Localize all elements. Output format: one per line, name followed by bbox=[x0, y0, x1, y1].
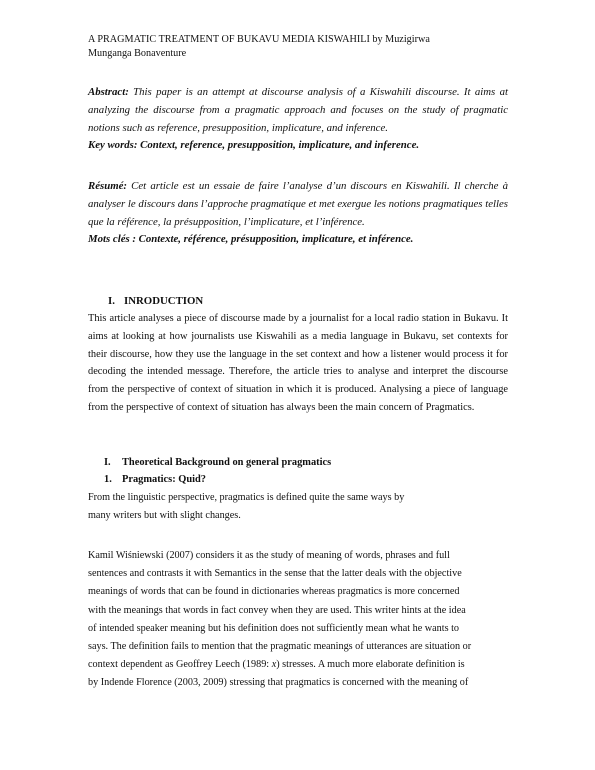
abstract-keywords: Key words: Context, reference, presupposition, implicature, and inference. bbox=[88, 139, 420, 152]
intro-heading-title: INRODUCTION bbox=[124, 295, 204, 307]
abstract-section bbox=[88, 84, 508, 155]
running-header bbox=[88, 33, 508, 61]
header-line-1: A PRAGMATIC TREATMENT OF BUKAVU MEDIA KISWAHILI by Muzigirwa bbox=[88, 34, 430, 45]
wisniewski-paragraph bbox=[88, 547, 508, 693]
paragraph-line: with the meanings that words in fact convey when they are used. This writer hints at the idea bbox=[88, 604, 466, 616]
page-ref-italic: x bbox=[271, 659, 277, 671]
intro-heading bbox=[108, 293, 203, 309]
line-segment: context dependent as Geoffrey Leech (1989: bbox=[88, 659, 272, 671]
definition-paragraph: From the linguistic perspective, pragmatics is defined quite the same ways by many writers but with slight changes. bbox=[88, 492, 405, 522]
subsection-heading-number: 1. bbox=[104, 474, 112, 485]
paragraph-line: sentences and contrasts it with Semantics in the sense that the latter deals with the objective bbox=[88, 568, 462, 580]
intro-paragraph: This article analyses a piece of discourse made by a journalist for a local radio station in Bukavu. It aims at looking at how journalists use Kiswahili as a media language in Bukavu, set contexts for their discourse, how they use the language in the set context and how a listener would process it for decoding the intended message. Therefore, the article tries to analyse and interpret the discourse from the perspective of context of situation in which it is produced. Analysing a piece of language from the perspective of context of situation has always been the main concern of Pragmatics. bbox=[88, 313, 508, 413]
section-heading-number: I. bbox=[104, 457, 111, 468]
abstract-text: This paper is an attempt at discourse analysis of a Kiswahili discourse. It aims at analyzing the discourse from a pragmatic approach and focuses on the study of pragmatic notions such as reference, presupposition, implicature, and inference. bbox=[88, 86, 508, 134]
paragraph-line: by Indende Florence (2003, 2009) stressing that pragmatics is concerned with the meaning of bbox=[88, 677, 469, 689]
subsection-heading bbox=[104, 472, 206, 488]
paragraph-line bbox=[88, 656, 508, 674]
paragraph-line: of intended speaker meaning but his definition does not sufficiently mean what he wants to bbox=[88, 622, 460, 634]
header-line-2: Munganga Bonaventure bbox=[88, 48, 187, 59]
subsection-heading-title: Pragmatics: Quid? bbox=[122, 474, 206, 485]
section-heading-title: Theoretical Background on general pragmatics bbox=[122, 457, 332, 468]
resume-section bbox=[88, 178, 508, 249]
resume-keywords: Mots clés : Contexte, référence, présupposition, implicature, et inférence. bbox=[88, 233, 414, 246]
line-segment: ) stresses. A much more elaborate definition is bbox=[276, 659, 465, 671]
resume-label: Résumé: bbox=[88, 180, 127, 192]
abstract-label: Abstract: bbox=[88, 86, 129, 98]
resume-text: Cet article est un essaie de faire l’analyse d’un discours en Kiswahili. Il cherche à analyser le discours dans l’approche pragmatique et met exergue les notions pragmatiques telles que la référence, la présupposition, l’implicature, et l’inférence. bbox=[88, 180, 508, 228]
paragraph-line: meanings of words that can be found in dictionaries whereas pragmatics is more concerned bbox=[88, 586, 460, 598]
intro-heading-number: I. bbox=[108, 295, 115, 307]
paragraph-line: says. The definition fails to mention that the pragmatic meanings of utterances are situation or bbox=[88, 641, 472, 653]
section-heading bbox=[104, 455, 331, 471]
paragraph-line: Kamil Wiśniewski (2007) considers it as the study of meaning of words, phrases and full bbox=[88, 550, 450, 561]
